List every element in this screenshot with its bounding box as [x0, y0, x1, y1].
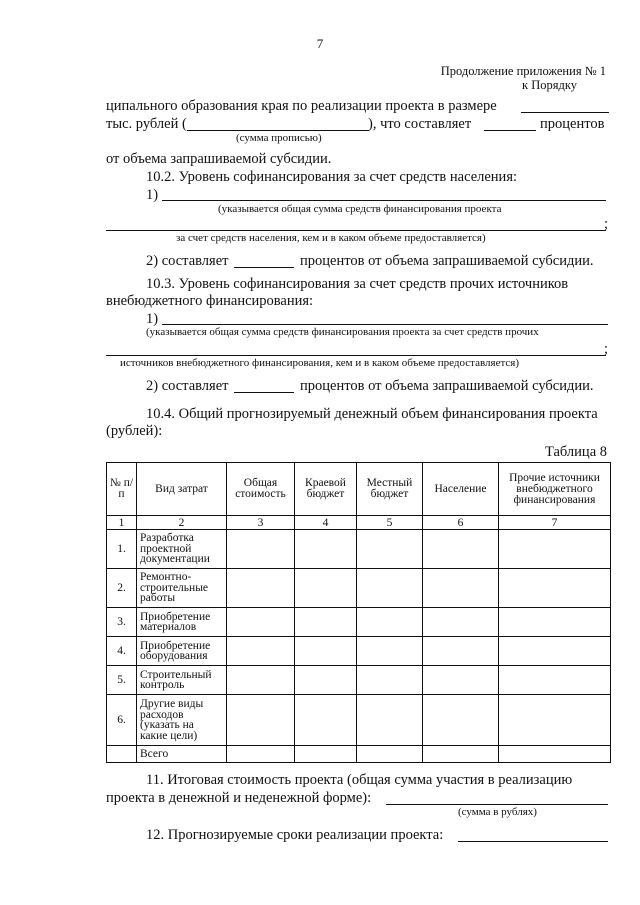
financing-table [106, 462, 611, 763]
value-cell[interactable] [423, 608, 499, 637]
table-row [107, 569, 611, 608]
other-sources-blank-1[interactable] [162, 324, 608, 325]
section-10-4-line2: (рублей): [106, 423, 163, 439]
value-cell[interactable] [227, 608, 295, 637]
table-row [107, 530, 611, 569]
row-label: Приобретение материалов [137, 608, 227, 637]
row-number: 3. [107, 608, 137, 637]
col-index: 5 [357, 516, 423, 530]
value-cell[interactable] [227, 569, 295, 608]
top-line-3: от объема запрашиваемой субсидии. [106, 151, 332, 167]
section-10-3-title-1: 10.3. Уровень софинансирования за счет средств прочих источников [146, 276, 569, 292]
section-10-2-hint1: (указывается общая сумма средств финансирования проекта [218, 203, 502, 215]
row-number: 4. [107, 637, 137, 666]
table-total-row [107, 746, 611, 763]
value-cell[interactable] [423, 746, 499, 763]
row-label: Приобретение оборудования [137, 637, 227, 666]
section-10-3-item1: 1) [146, 311, 159, 327]
section-10-2-item2b: процентов от объема запрашиваемой субсидии. [300, 253, 594, 269]
value-cell[interactable] [295, 695, 357, 746]
row-number: 1. [107, 530, 137, 569]
other-sources-percent-blank[interactable] [234, 392, 294, 393]
value-cell[interactable] [423, 666, 499, 695]
column-index-row [107, 516, 611, 530]
value-cell[interactable] [295, 666, 357, 695]
section-11-hint: (сумма в рублях) [458, 806, 537, 818]
value-cell[interactable] [357, 569, 423, 608]
section-10-2-item2a: 2) составляет [146, 253, 229, 269]
col-header-regional: Краевой бюджет [295, 463, 357, 516]
col-index: 6 [423, 516, 499, 530]
table-row [107, 608, 611, 637]
value-cell[interactable] [423, 569, 499, 608]
total-cost-blank[interactable] [386, 804, 608, 805]
section-10-3-hint1: (указывается общая сумма средств финансирования проекта за счет средств прочих [146, 326, 539, 338]
semicolon-10-3: ; [604, 341, 609, 357]
col-index: 7 [499, 516, 611, 530]
col-header-other: Прочие источники внебюджетного финансирования [499, 463, 611, 516]
section-10-2-title: 10.2. Уровень софинансирования за счет средств населения: [146, 169, 518, 185]
population-funding-blank-2[interactable] [106, 230, 606, 231]
value-cell[interactable] [499, 637, 611, 666]
col-header-number: № п/п [107, 463, 137, 516]
sum-in-words-blank[interactable] [187, 130, 369, 131]
amount-blank[interactable] [521, 112, 609, 113]
row-label-total: Всего [137, 746, 227, 763]
value-cell[interactable] [295, 608, 357, 637]
row-label: Другие виды расходов (указать на какие цели) [137, 695, 227, 746]
value-cell[interactable] [423, 695, 499, 746]
other-sources-blank-2[interactable] [106, 355, 606, 356]
col-index: 3 [227, 516, 295, 530]
semicolon-10-2: ; [604, 216, 609, 232]
row-number: 6. [107, 695, 137, 746]
value-cell[interactable] [423, 637, 499, 666]
col-header-population: Население [423, 463, 499, 516]
value-cell[interactable] [357, 530, 423, 569]
row-number: 5. [107, 666, 137, 695]
value-cell[interactable] [357, 637, 423, 666]
value-cell[interactable] [499, 608, 611, 637]
population-funding-blank-1[interactable] [162, 200, 606, 201]
hint-sum-words: (сумма прописью) [236, 132, 322, 144]
value-cell[interactable] [295, 530, 357, 569]
col-header-local: Местный бюджет [357, 463, 423, 516]
table-header-row [107, 463, 611, 516]
section-10-2-item1: 1) [146, 187, 159, 203]
table-row [107, 695, 611, 746]
row-number: 2. [107, 569, 137, 608]
value-cell[interactable] [499, 695, 611, 746]
top-line-2c: процентов [540, 116, 605, 132]
row-label: Разработка проектной документации [137, 530, 227, 569]
value-cell[interactable] [227, 695, 295, 746]
appendix-continuation: Продолжение приложения № 1 [440, 64, 606, 78]
col-index: 1 [107, 516, 137, 530]
section-11-line2: проекта в денежной и неденежной форме): [106, 790, 372, 806]
value-cell[interactable] [423, 530, 499, 569]
section-12-line1: 12. Прогнозируемые сроки реализации проекта: [146, 827, 444, 843]
value-cell[interactable] [227, 746, 295, 763]
section-10-4-line1: 10.4. Общий прогнозируемый денежный объем финансирования проекта [146, 406, 598, 422]
table-row [107, 637, 611, 666]
value-cell[interactable] [499, 666, 611, 695]
appendix-reference: к Порядку [522, 78, 577, 92]
timeline-blank[interactable] [458, 841, 608, 842]
row-label: Ремонтно-строительные работы [137, 569, 227, 608]
value-cell[interactable] [357, 666, 423, 695]
section-11-line1: 11. Итоговая стоимость проекта (общая сумма участия в реализацию [146, 772, 573, 788]
top-line-2b: ), что составляет [368, 116, 472, 132]
top-line-2a: тыс. рублей ( [106, 116, 187, 132]
col-index: 2 [137, 516, 227, 530]
value-cell[interactable] [499, 569, 611, 608]
value-cell[interactable] [227, 530, 295, 569]
value-cell[interactable] [499, 530, 611, 569]
table-caption: Таблица 8 [544, 444, 607, 460]
row-label: Строительный контроль [137, 666, 227, 695]
section-10-2-hint2: за счет средств населения, кем и в каком объеме предоставляется) [176, 232, 486, 244]
page-number: 7 [316, 36, 324, 51]
section-10-3-title-2: внебюджетного финансирования: [106, 293, 314, 309]
value-cell[interactable] [295, 637, 357, 666]
col-header-cost-type: Вид затрат [137, 463, 227, 516]
top-line-1: ципального образования края по реализации проекта в размере [106, 98, 497, 114]
section-10-3-hint2: источников внебюджетного финансирования, кем и в каком объеме предоставляется) [120, 357, 520, 369]
section-10-3-item2b: процентов от объема запрашиваемой субсидии. [300, 378, 594, 394]
section-10-3-item2a: 2) составляет [146, 378, 229, 394]
population-percent-blank[interactable] [234, 267, 294, 268]
percent-blank[interactable] [484, 130, 536, 131]
value-cell[interactable] [357, 746, 423, 763]
value-cell[interactable] [357, 608, 423, 637]
col-index: 4 [295, 516, 357, 530]
col-header-total: Общая стоимость [227, 463, 295, 516]
value-cell[interactable] [295, 569, 357, 608]
value-cell[interactable] [499, 746, 611, 763]
value-cell[interactable] [357, 695, 423, 746]
value-cell[interactable] [295, 746, 357, 763]
table-row [107, 666, 611, 695]
row-number [107, 746, 137, 763]
value-cell[interactable] [227, 666, 295, 695]
value-cell[interactable] [227, 637, 295, 666]
